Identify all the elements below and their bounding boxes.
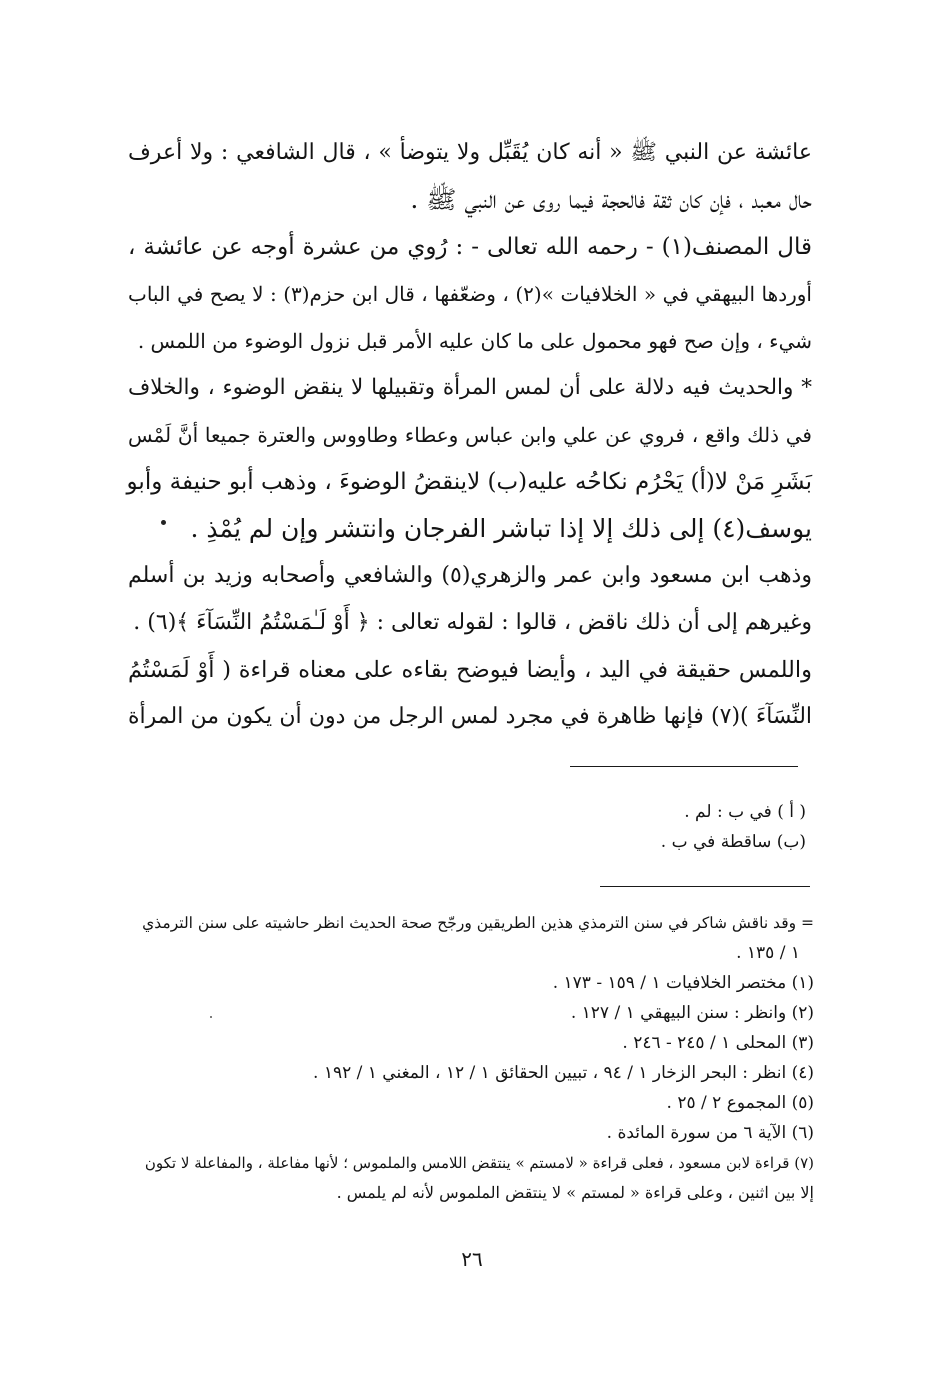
footnotes-numbers: [130, 908, 814, 1208]
footnotes-letters: [560, 797, 806, 857]
footnote: (٢) وانظر : سنن البيهقي ١ / ١٢٧ .: [570, 1003, 814, 1023]
text-line: في ذلك واقع ، فروي عن علي وابن عباس وعطاء وطاووس والعترة جميعا أنَّ لَمْس: [128, 423, 812, 447]
footnote: ١ / ١٣٥ .: [736, 943, 800, 963]
footnote: (١) مختصر الخلافيات ١ / ١٥٩ - ١٧٣ .: [552, 973, 814, 993]
text-line: أوردها البيهقي في « الخلافيات »(٢) ، وضعّفها ، قال ابن حزم(٣) : لا يصح في الباب: [128, 282, 812, 306]
page-number: ٢٦: [461, 1247, 483, 1271]
text-line: * والحديث فيه دلالة على أن لمس المرأة وتقبيلها لا ينقض الوضوء ، والخلاف: [128, 375, 812, 400]
footnote-divider: [600, 886, 810, 887]
text-line: حال معبد ، فإن كان ثقة فالحجة فيما روى عن النبي ﷺ .: [410, 185, 812, 214]
footnote: (٣) المحلى ١ / ٢٤٥ - ٢٤٦ .: [622, 1033, 814, 1053]
footnote: (ب) ساقطة في ب .: [660, 832, 806, 852]
footnote: = وقد ناقش شاكر في سنن الترمذي هذين الطريقين ورجّح صحة الحديث انظر حاشيته على سنن الترمذي: [142, 914, 814, 932]
text-line: وذهب ابن مسعود وابن عمر والزهري(٥) والشافعي وأصحابه وزيد بن أسلم: [128, 563, 812, 588]
text-line: واللمس حقيقة في اليد ، وأيضا فيوضح بقاءه على معناه قراءة ( أَوْ لَمَسْتُمُ: [128, 657, 812, 683]
scan-speck: [161, 520, 166, 525]
text-line: وغيرهم إلى أن ذلك ناقض ، قالوا : لقوله تعالى : ﴿ أَوْ لَـٰمَسْتُمُ النِّسَآءَ ﴾(٦) .: [133, 610, 812, 635]
scan-speck: [210, 1016, 212, 1018]
footnote: إلا بين اثنين ، وعلى قراءة « لمستم » لا ينتقض الملموس لأنه لم يلمس .: [336, 1183, 814, 1202]
footnote: (٤) انظر : البحر الزخار ١ / ٩٤ ، تبيين الحقائق ١ / ١٢ ، المغني ١ / ١٩٢ .: [313, 1063, 814, 1083]
text-line: عائشة عن النبي ﷺ « أنه كان يُقَبِّل ولا يتوضأ » ، قال الشافعي : ولا أعرف: [128, 140, 812, 165]
footnote: (٧) قراءة لابن مسعود ، فعلى قراءة « لامستم » ينتقض اللامس والملموس ؛ لأنها مفاعلة ، والمفاعلة لا تكون: [144, 1154, 814, 1172]
main-text: [128, 138, 812, 749]
footnote-divider: [570, 766, 798, 767]
footnote: (٦) الآية ٦ من سورة المائدة .: [606, 1123, 814, 1143]
text-line: بَشَرِ مَنْ لا(أ) يَحْرُم نكاحُه عليه(ب) لاينقضُ الوضوءَ ، وذهب أبو حنيفة وأبو: [126, 469, 812, 495]
text-line: شيء ، وإن صح فهو محمول على ما كان عليه الأمر قبل نزول الوضوء من اللمس .: [137, 329, 812, 353]
text-line: يوسف(٤) إلى ذلك إلا إذا تباشر الفرجان وانتشر وإن لم يُمْذِ .: [190, 514, 812, 543]
footnote: (٥) المجموع ٢ / ٢٥ .: [666, 1093, 814, 1113]
text-line: قال المصنف(١) - رحمه الله تعالى - : رُوي من عشرة أوجه عن عائشة ،: [128, 234, 813, 260]
footnote: ( أ ) في ب : لم .: [684, 802, 806, 822]
text-line: النِّسَآءَ )(٧) فإنها ظاهرة في مجرد لمس الرجل من دون أن يكون من المرأة: [128, 704, 813, 729]
